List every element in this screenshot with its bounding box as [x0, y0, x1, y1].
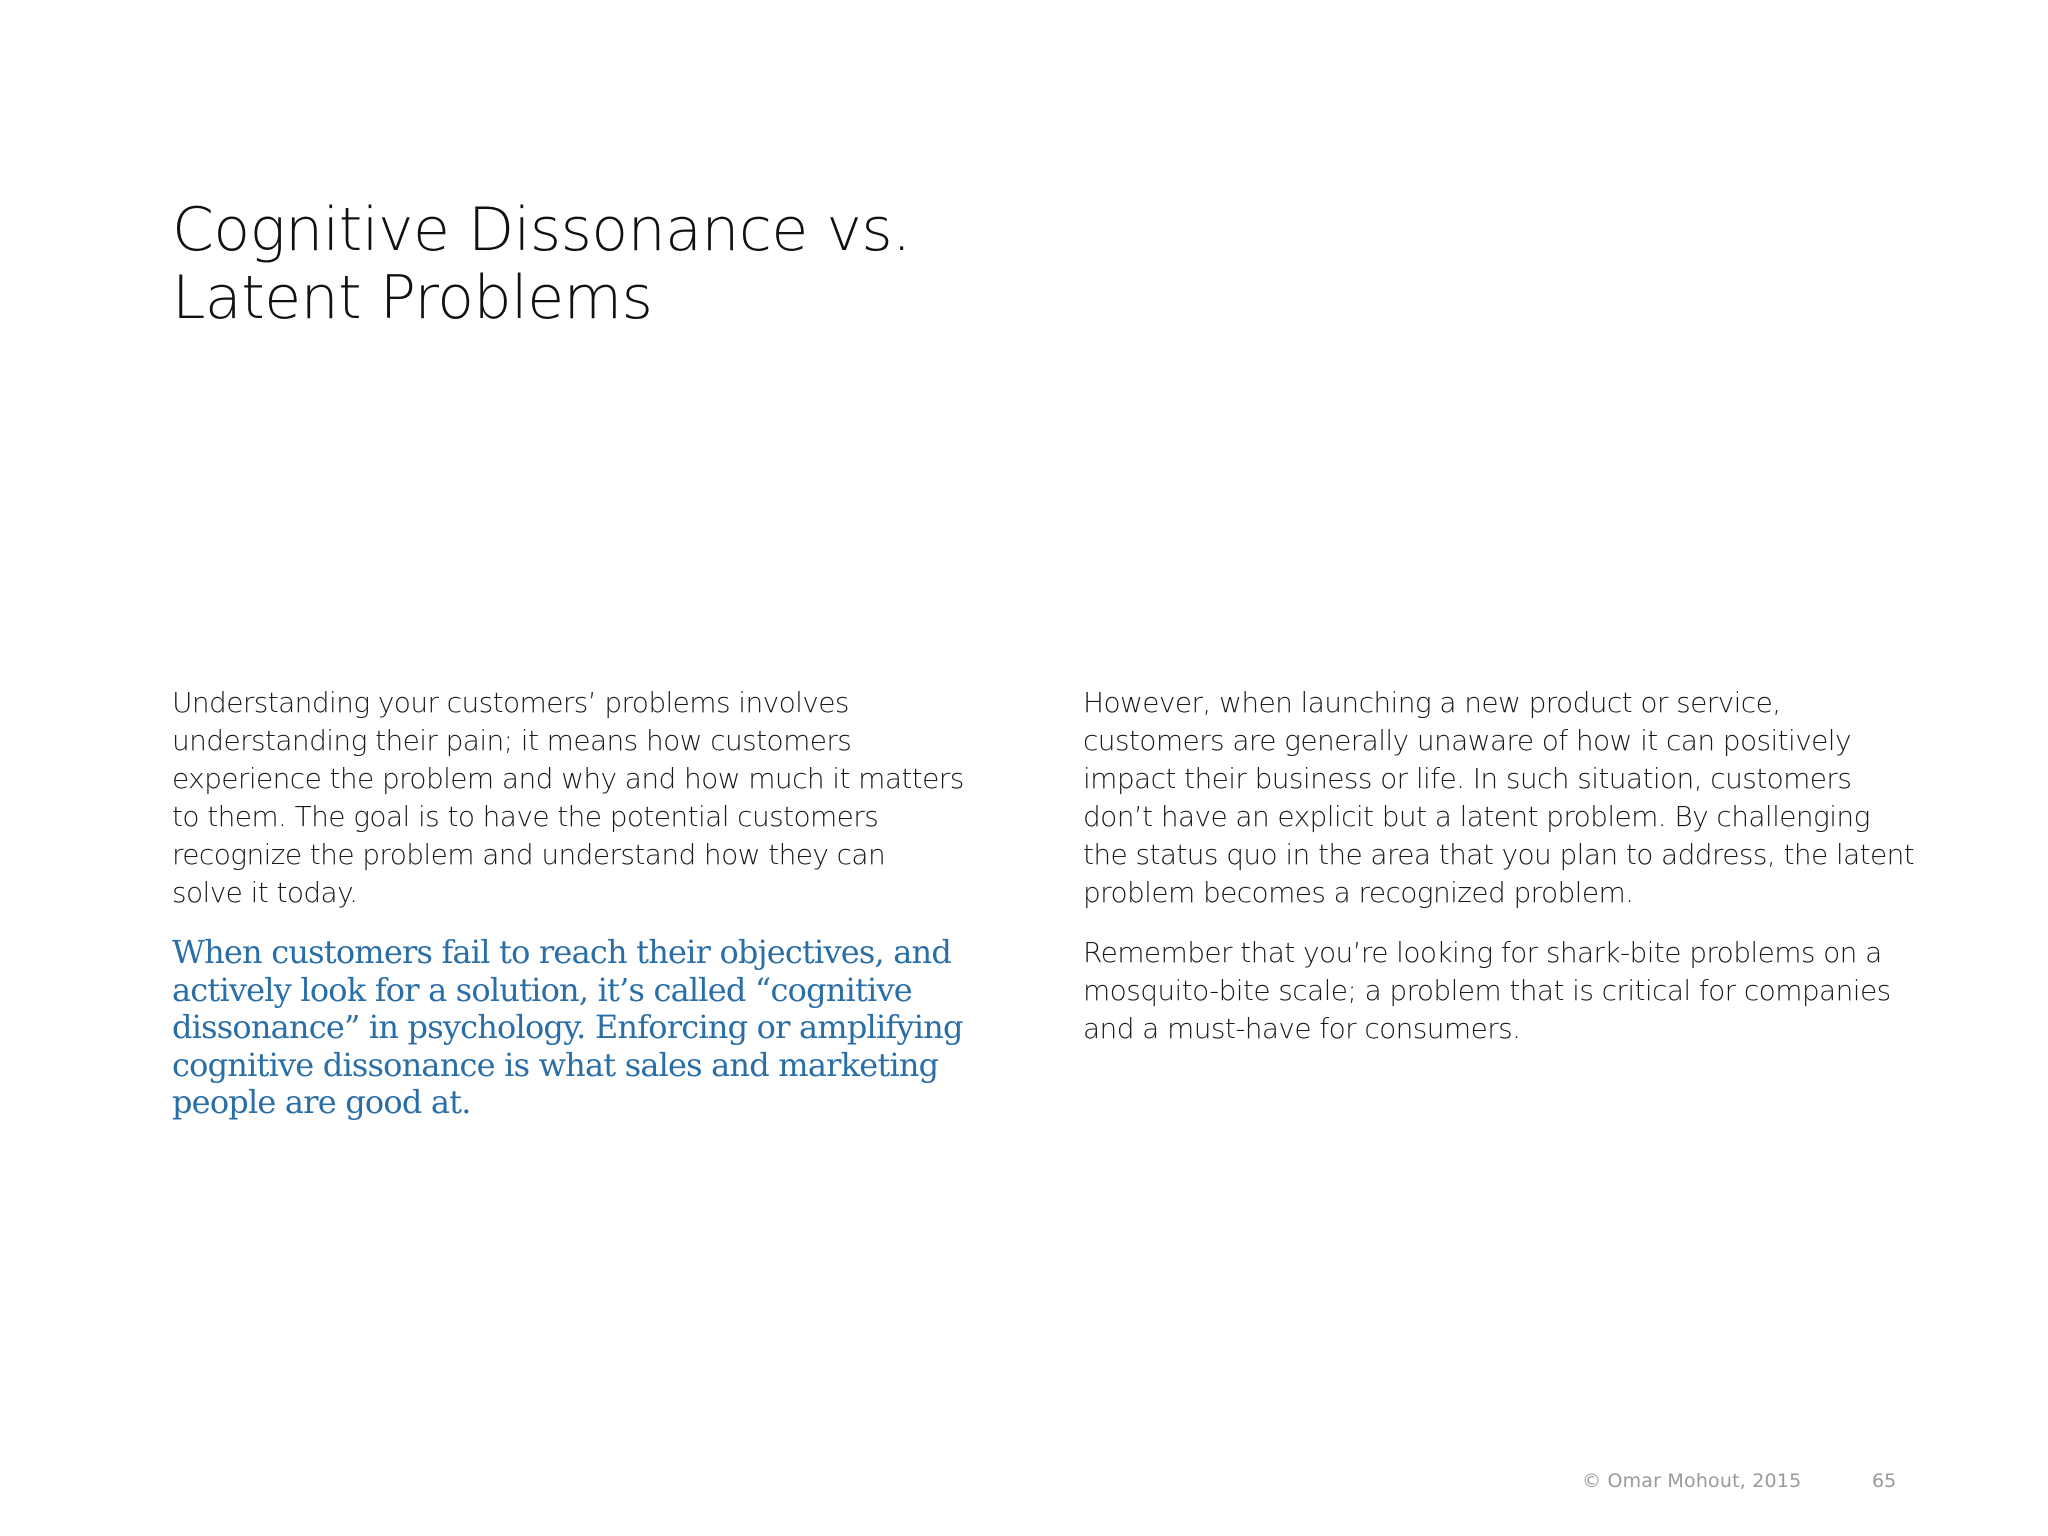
text-line: However, when launching a new product or service,	[1083, 686, 1781, 719]
page-title	[172, 196, 1072, 332]
page-title-line: Latent Problems	[172, 263, 653, 333]
quote-line: actively look for a solution, it’s called “cognitive	[172, 970, 912, 1009]
text-line: Understanding your customers’ problems involves	[172, 686, 849, 719]
highlight-quote	[172, 934, 972, 1122]
text-line: experience the problem and why and how much it matters	[172, 762, 964, 795]
text-line: problem becomes a recognized problem.	[1083, 876, 1634, 909]
paragraph-spacer	[172, 912, 972, 934]
footer-page-number: 65	[1872, 1470, 1897, 1492]
footer-copyright: © Omar Mohout, 2015	[1582, 1470, 1802, 1492]
text-line: understanding their pain; it means how customers	[172, 724, 852, 757]
text-line: to them. The goal is to have the potential customers	[172, 800, 879, 833]
page-title-line: Cognitive Dissonance vs.	[172, 195, 911, 265]
text-line: mosquito-bite scale; a problem that is critical for companies	[1083, 974, 1891, 1007]
quote-line: cognitive dissonance is what sales and marketing	[172, 1045, 939, 1084]
text-line: impact their business or life. In such situation, customers	[1083, 762, 1852, 795]
quote-line: people are good at.	[172, 1083, 471, 1121]
text-line: the status quo in the area that you plan to address, the latent	[1083, 838, 1915, 871]
intro-paragraph	[172, 684, 972, 912]
text-line: don’t have an explicit but a latent problem. By challenging	[1083, 800, 1870, 833]
text-line: customers are generally unaware of how it can positively	[1083, 724, 1851, 757]
paragraph-spacer	[1083, 912, 1913, 934]
text-line: and a must-have for consumers.	[1083, 1012, 1521, 1045]
quote-line: dissonance” in psychology. Enforcing or amplifying	[172, 1008, 963, 1046]
text-line: solve it today.	[172, 876, 358, 909]
right-column	[1083, 684, 1913, 1048]
text-line: Remember that you’re looking for shark-bite problems on a	[1083, 936, 1882, 969]
latent-problem-paragraph	[1083, 684, 1913, 912]
shark-bite-paragraph	[1083, 934, 1913, 1048]
text-line: recognize the problem and understand how they can	[172, 838, 886, 871]
quote-line: When customers fail to reach their objectives, and	[172, 933, 952, 971]
left-column	[172, 684, 972, 1122]
